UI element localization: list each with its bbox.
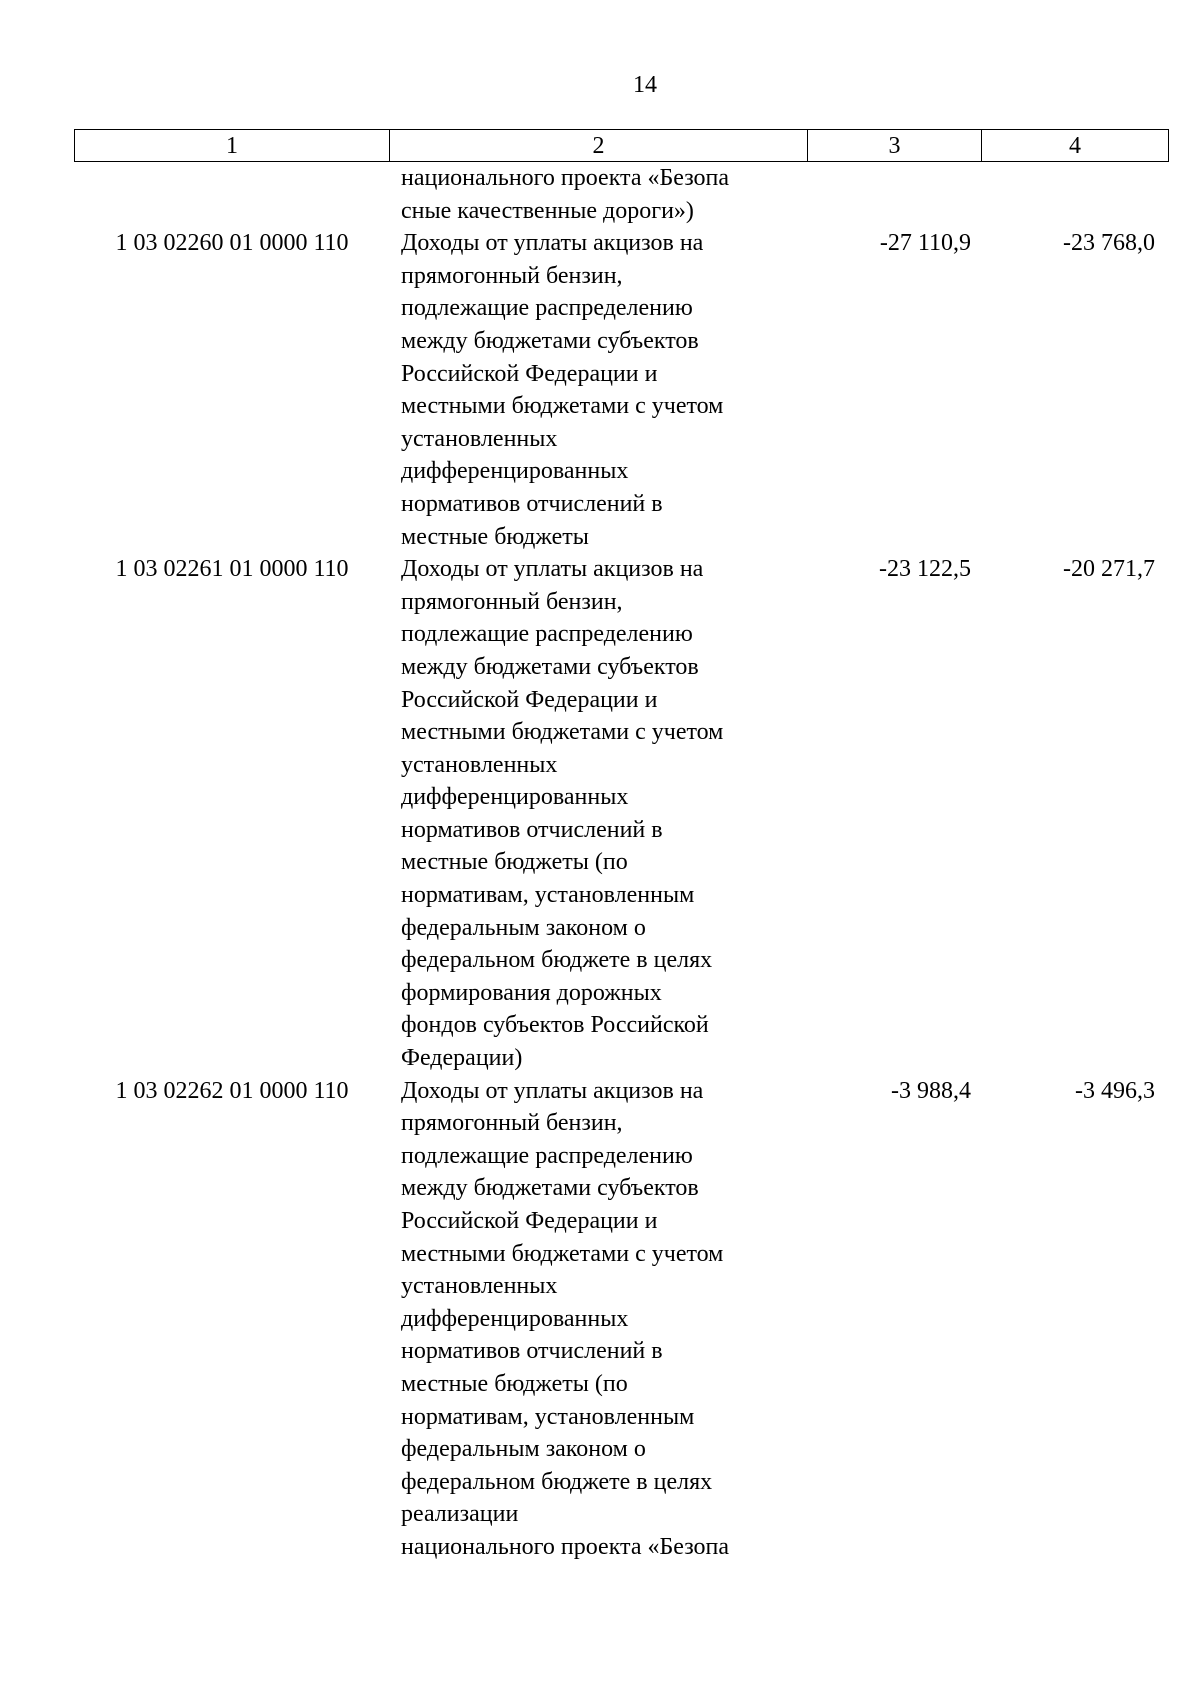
description-line: подлежащие распределению — [401, 295, 693, 322]
column-header-4: 4 — [982, 130, 1169, 162]
description-line: местными бюджетами с учетом — [401, 1240, 724, 1267]
description-line: прямогонный бензин, — [401, 588, 623, 615]
description-line: прямогонный бензин, — [401, 262, 623, 289]
column-header-1: 1 — [75, 130, 390, 162]
row-value-col3 — [809, 162, 982, 227]
description-line: дифференцированных — [401, 458, 629, 485]
description-line: установленных — [401, 425, 558, 452]
table-row — [74, 227, 1166, 553]
row-value-col3: -23 122,5 — [879, 556, 971, 583]
row-description — [390, 227, 809, 553]
row-value-col4: -23 768,0 — [1063, 230, 1155, 257]
row-value-col4: -3 496,3 — [1075, 1077, 1155, 1104]
row-value-col4: -20 271,7 — [1063, 556, 1155, 583]
description-line: подлежащие распределению — [401, 621, 693, 648]
description-line: Доходы от уплаты акцизов на — [401, 1077, 704, 1104]
description-line: федеральным законом о — [401, 1436, 646, 1463]
description-line: прямогонный бензин, — [401, 1110, 623, 1137]
description-line: федеральном бюджете в целях — [401, 947, 713, 974]
description-line: нормативов отчислений в — [401, 490, 663, 517]
description-line: Российской Федерации и — [401, 686, 658, 713]
page-number: 14 — [633, 72, 657, 98]
description-line: между бюджетами субъектов — [401, 327, 699, 354]
row-value-col4 — [982, 162, 1166, 227]
description-line: дифференцированных — [401, 1305, 629, 1332]
column-header-row — [75, 130, 1169, 162]
row-description — [390, 162, 809, 227]
description-line: сные качественные дороги») — [401, 197, 694, 224]
description-line: нормативам, установленным — [401, 1403, 695, 1430]
description-line: местные бюджеты (по — [401, 1370, 628, 1397]
description-line: Доходы от уплаты акцизов на — [401, 556, 704, 583]
description-line: национального проекта «Безопа — [401, 165, 730, 191]
row-code — [74, 162, 390, 227]
table-row — [74, 553, 1166, 1075]
description-line: национального проекта «Безопа — [401, 1533, 730, 1560]
description-line: нормативов отчислений в — [401, 1338, 663, 1365]
description-line: Федерации) — [401, 1045, 523, 1072]
column-header-3: 3 — [808, 130, 982, 162]
description-line: подлежащие распределению — [401, 1142, 693, 1169]
row-code: 1 03 02260 01 0000 110 — [115, 230, 349, 257]
description-line: установленных — [401, 751, 558, 778]
row-description — [390, 553, 809, 1075]
description-line: дифференцированных — [401, 784, 629, 811]
description-line: Российской Федерации и — [401, 360, 658, 387]
description-line: федеральном бюджете в целях — [401, 1468, 713, 1495]
column-header-table — [74, 129, 1169, 162]
description-line: между бюджетами субъектов — [401, 1175, 699, 1202]
description-line: нормативам, установленным — [401, 882, 695, 909]
table-body — [74, 162, 1166, 1564]
description-line: местные бюджеты (по — [401, 849, 628, 876]
row-value-col3: -3 988,4 — [891, 1077, 971, 1104]
description-line: установленных — [401, 1273, 558, 1300]
description-line: формирования дорожных — [401, 979, 662, 1006]
description-line: фондов субъектов Российской — [401, 1012, 709, 1039]
description-line: между бюджетами субъектов — [401, 653, 699, 680]
description-line: нормативов отчислений в — [401, 816, 663, 843]
column-header-2: 2 — [390, 130, 808, 162]
description-line: местными бюджетами с учетом — [401, 393, 724, 420]
description-line: федеральным законом о — [401, 914, 646, 941]
row-description — [390, 1075, 809, 1564]
row-code: 1 03 02262 01 0000 110 — [115, 1077, 349, 1104]
description-line: Российской Федерации и — [401, 1208, 658, 1234]
table-row — [74, 1075, 1166, 1564]
description-line: местными бюджетами с учетом — [401, 719, 724, 746]
table-row-continuation — [74, 162, 1166, 227]
description-line: местные бюджеты — [401, 523, 589, 550]
row-code: 1 03 02261 01 0000 110 — [115, 556, 349, 583]
description-line: Доходы от уплаты акцизов на — [401, 230, 704, 257]
row-value-col3: -27 110,9 — [879, 230, 971, 257]
description-line: реализации — [401, 1501, 519, 1528]
